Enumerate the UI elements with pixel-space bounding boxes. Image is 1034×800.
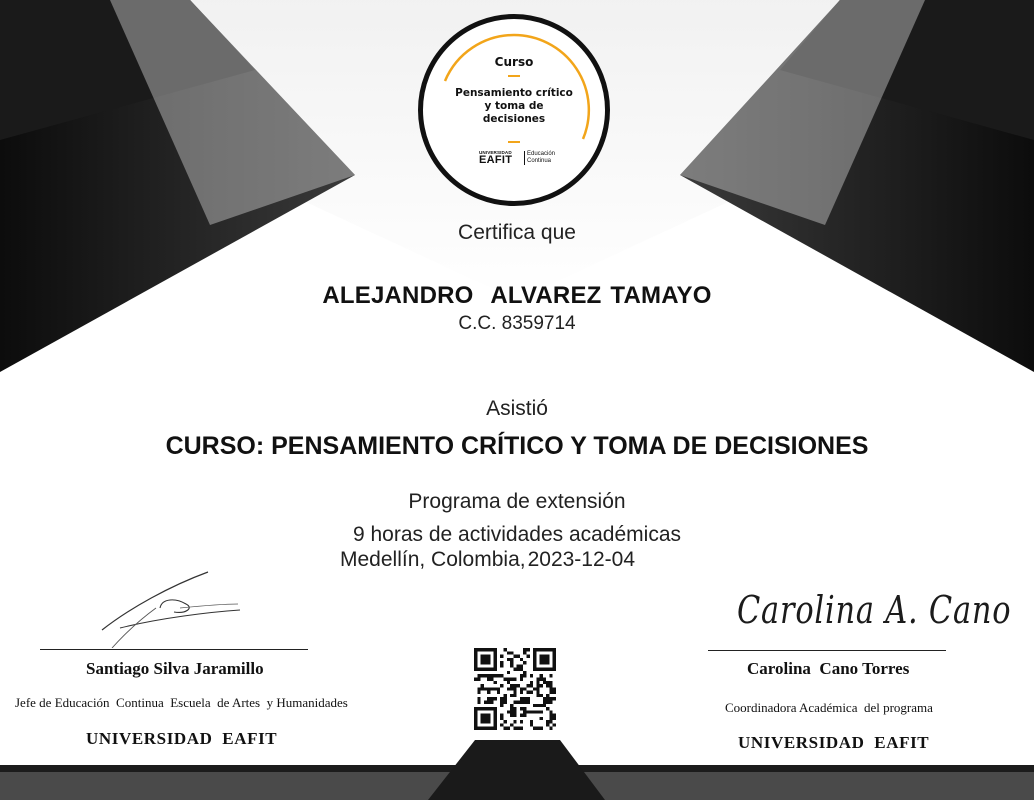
right-signatory-role: Coordinadora Académica del programa [725,700,933,715]
left-signatory-name: Santiago Silva Jaramillo [86,659,264,678]
seal-kicker: Curso [494,55,534,69]
left-signature-mark [90,568,250,648]
left-signatory-role: Jefe de Educación Continua Escuela de Artes y Humanidades [15,695,348,710]
logo-unit: Educación Continua [527,151,556,164]
program-type: Programa de extensión [408,490,626,513]
seal-course-title: Pensamiento crítico y toma de decisiones [455,87,573,125]
left-signature-line [40,649,308,650]
course-title: CURSO: PENSAMIENTO CRÍTICO Y TOMA DE DECISIONES [165,432,869,460]
right-signatory-name: Carolina Cano Torres [747,659,910,678]
course-seal-icon [418,14,610,206]
qr-code-icon[interactable] [474,648,556,730]
eafit-logo [479,150,569,166]
issue-place: Medellín, Colombia, [340,548,526,571]
course-hours: 9 horas de actividades académicas [352,523,682,546]
logo-name: EAFIT [479,154,513,166]
logo-university-label: UNIVERSIDAD [479,150,512,155]
right-signature-line [708,650,946,651]
recipient-id: C.C. 8359714 [458,313,576,334]
left-signatory-institution: UNIVERSIDAD EAFIT [86,729,278,748]
attended-label: Asistió [486,397,548,420]
right-signatory-institution: UNIVERSIDAD EAFIT [738,733,930,752]
issue-date: 2023-12-04 [527,548,636,571]
seal-divider [508,141,520,143]
seal-divider [508,75,520,77]
right-signature-mark: Carolina A. Cano [737,588,1012,632]
recipient-name: ALEJANDRO ALVAREZ TAMAYO [322,282,712,309]
issue-place-date [340,548,635,572]
certifies-label: Certifica que [458,221,576,244]
